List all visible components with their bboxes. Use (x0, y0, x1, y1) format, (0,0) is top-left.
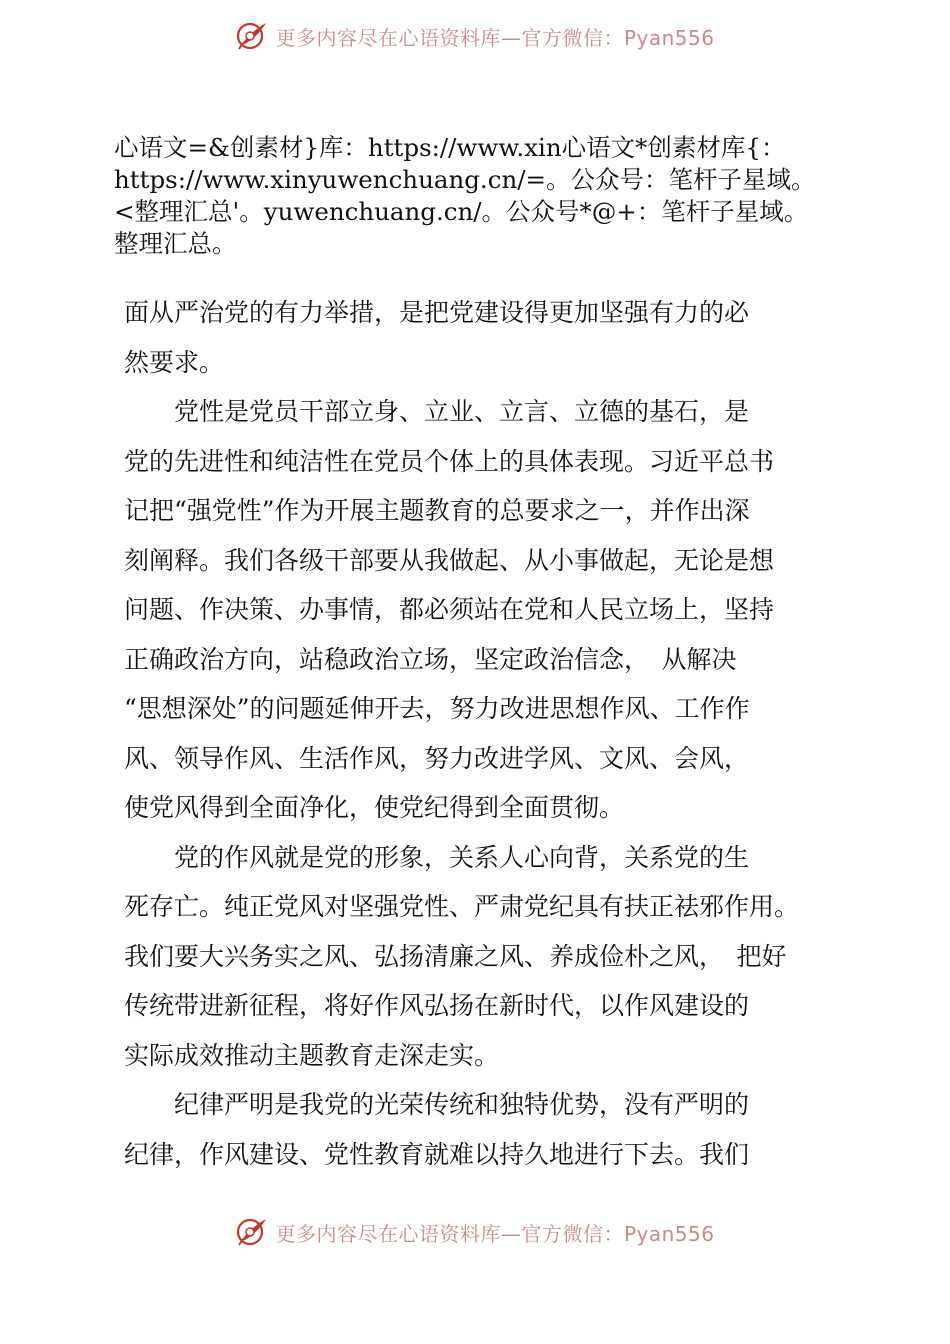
footer-banner-text: 更多内容尽在心语资料库—官方微信：Pyan556 (275, 1221, 715, 1246)
quill-logo-icon (235, 19, 269, 53)
body-line: 使党风得到全面净化，使党纪得到全面贯彻。 (124, 793, 625, 822)
quill-logo-icon (235, 1215, 269, 1249)
body-line: 纪律，作风建设、党性教育就难以持久地进行下去。我们 (124, 1139, 750, 1169)
body-line: 风、领导作风、生活作风，努力改进学风、文风、会风， (124, 743, 750, 773)
body-line: 刻阐释。我们各级干部要从我做起、从小事做起，无论是想 (124, 545, 775, 575)
header-banner (0, 16, 950, 56)
body-line: 死存亡。纯正党风对坚强党性、严肃党纪具有扶正祛邪作用。 (124, 892, 800, 921)
header-banner-text: 更多内容尽在心语资料库—官方微信：Pyan556 (275, 25, 715, 50)
watermark-line: <整理汇总'。yuwenchuang.cn/。公众号*@+：笔杆子星域。 (114, 197, 809, 226)
body-line: 正确政治方向，站稳政治立场，坚定政治信念， 从解决 (124, 644, 737, 674)
watermark-line: 心语文=&创素材}库：https://www.xin心语文*创素材库{： (114, 133, 786, 162)
body-line: 实际成效推动主题教育走深走实。 (124, 1040, 500, 1070)
watermark-line: 整理汇总。 (114, 229, 237, 258)
body-line: 纪律严明是我党的光荣传统和独特优势，没有严明的 (124, 1090, 750, 1119)
body-line: 记把“强党性”作为开展主题教育的总要求之一，并作出深 (124, 496, 750, 525)
body-line: 党性是党员干部立身、立业、立言、立德的基石，是 (124, 397, 750, 426)
body-line: 我们要大兴务实之风、弘扬清廉之风、养成俭朴之风， 把好 (124, 941, 787, 971)
body-line: “思想深处”的问题延伸开去，努力改进思想作风、工作作 (124, 694, 750, 723)
watermark-line: https://www.xinyuwenchuang.cn/=。公众号：笔杆子星域。 (114, 165, 816, 194)
footer-banner (0, 1212, 950, 1252)
body-line: 传统带进新征程，将好作风弘扬在新时代，以作风建设的 (124, 991, 750, 1020)
body-line: 党的作风就是党的形象，关系人心向背，关系党的生 (124, 842, 750, 872)
body-line: 问题、作决策、办事情，都必须站在党和人民立场上，坚持 (124, 595, 775, 624)
body-line: 然要求。 (124, 347, 225, 377)
body-line: 面从严治党的有力举措，是把党建设得更加坚强有力的必 (124, 298, 750, 327)
watermark-block (114, 132, 894, 260)
document-body (124, 288, 864, 1179)
body-line: 党的先进性和纯洁性在党员个体上的具体表现。习近平总书 (124, 446, 775, 476)
